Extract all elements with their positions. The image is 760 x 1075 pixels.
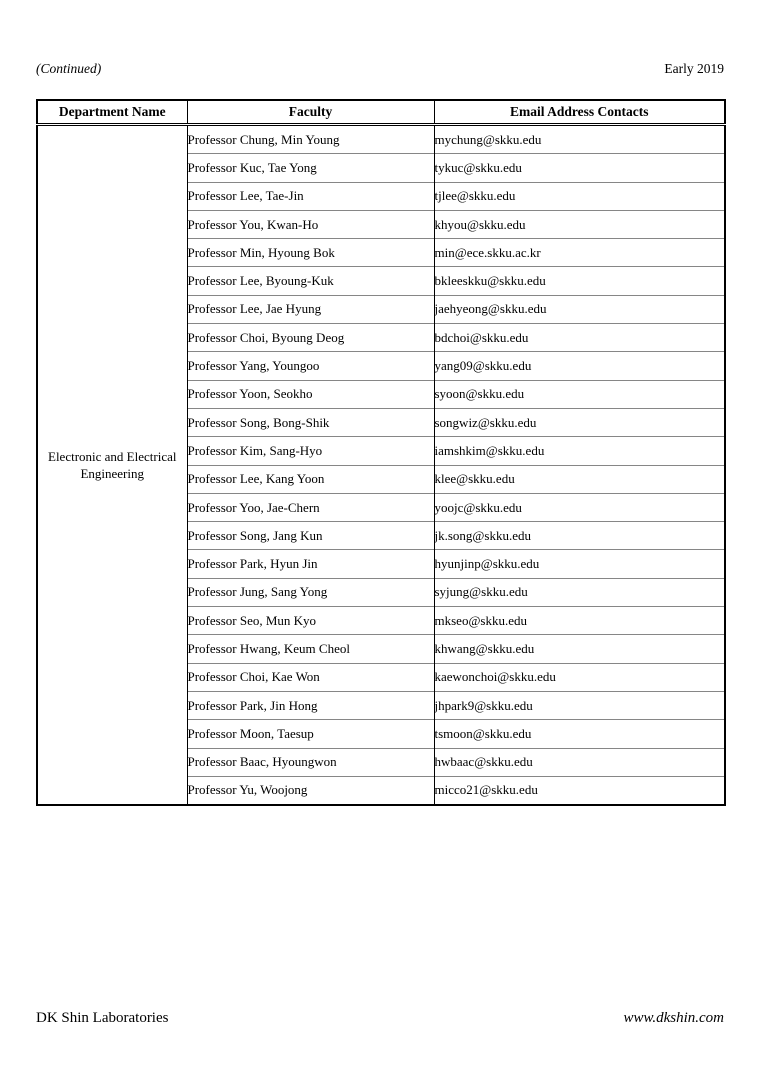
faculty-name-cell: Professor Jung, Sang Yong xyxy=(187,578,434,606)
email-address-cell: syjung@skku.edu xyxy=(434,578,725,606)
lab-name-label: DK Shin Laboratories xyxy=(36,1010,169,1026)
website-url-label: www.dkshin.com xyxy=(623,1010,724,1026)
email-address-cell: tsmoon@skku.edu xyxy=(434,720,725,748)
column-header-faculty: Faculty xyxy=(187,100,434,125)
faculty-name-cell: Professor You, Kwan-Ho xyxy=(187,210,434,238)
email-address-cell: hyunjinp@skku.edu xyxy=(434,550,725,578)
date-label: Early 2019 xyxy=(664,61,724,76)
faculty-name-cell: Professor Yoon, Seokho xyxy=(187,380,434,408)
email-address-cell: bkleeskku@skku.edu xyxy=(434,267,725,295)
faculty-name-cell: Professor Chung, Min Young xyxy=(187,125,434,154)
faculty-name-cell: Professor Song, Bong-Shik xyxy=(187,408,434,436)
faculty-name-cell: Professor Yoo, Jae-Chern xyxy=(187,493,434,521)
email-address-cell: jk.song@skku.edu xyxy=(434,522,725,550)
faculty-name-cell: Professor Yu, Woojong xyxy=(187,776,434,805)
page-header xyxy=(36,61,724,77)
faculty-name-cell: Professor Kim, Sang-Hyo xyxy=(187,437,434,465)
email-address-cell: jhpark9@skku.edu xyxy=(434,691,725,719)
email-address-cell: mychung@skku.edu xyxy=(434,125,725,154)
email-address-cell: hwbaac@skku.edu xyxy=(434,748,725,776)
faculty-name-cell: Professor Lee, Jae Hyung xyxy=(187,295,434,323)
faculty-name-cell: Professor Park, Hyun Jin xyxy=(187,550,434,578)
faculty-name-cell: Professor Seo, Mun Kyo xyxy=(187,607,434,635)
faculty-contact-table xyxy=(36,99,726,806)
continued-label: (Continued) xyxy=(36,61,102,76)
email-address-cell: jaehyeong@skku.edu xyxy=(434,295,725,323)
faculty-name-cell: Professor Kuc, Tae Yong xyxy=(187,154,434,182)
faculty-name-cell: Professor Lee, Kang Yoon xyxy=(187,465,434,493)
faculty-table-body xyxy=(37,125,725,806)
faculty-name-cell: Professor Baac, Hyoungwon xyxy=(187,748,434,776)
email-address-cell: syoon@skku.edu xyxy=(434,380,725,408)
faculty-name-cell: Professor Choi, Byoung Deog xyxy=(187,324,434,352)
email-address-cell: mkseo@skku.edu xyxy=(434,607,725,635)
faculty-name-cell: Professor Park, Jin Hong xyxy=(187,691,434,719)
faculty-name-cell: Professor Moon, Taesup xyxy=(187,720,434,748)
email-address-cell: khwang@skku.edu xyxy=(434,635,725,663)
email-address-cell: yoojc@skku.edu xyxy=(434,493,725,521)
email-address-cell: yang09@skku.edu xyxy=(434,352,725,380)
column-header-email: Email Address Contacts xyxy=(434,100,725,125)
email-address-cell: kaewonchoi@skku.edu xyxy=(434,663,725,691)
email-address-cell: klee@skku.edu xyxy=(434,465,725,493)
email-address-cell: tykuc@skku.edu xyxy=(434,154,725,182)
faculty-name-cell: Professor Min, Hyoung Bok xyxy=(187,239,434,267)
email-address-cell: songwiz@skku.edu xyxy=(434,408,725,436)
column-header-department: Department Name xyxy=(37,100,187,125)
faculty-name-cell: Professor Yang, Youngoo xyxy=(187,352,434,380)
faculty-name-cell: Professor Lee, Byoung-Kuk xyxy=(187,267,434,295)
email-address-cell: min@ece.skku.ac.kr xyxy=(434,239,725,267)
page-footer xyxy=(36,1010,724,1027)
table-header-row xyxy=(37,100,725,125)
email-address-cell: bdchoi@skku.edu xyxy=(434,324,725,352)
email-address-cell: khyou@skku.edu xyxy=(434,210,725,238)
faculty-name-cell: Professor Lee, Tae-Jin xyxy=(187,182,434,210)
faculty-name-cell: Professor Hwang, Keum Cheol xyxy=(187,635,434,663)
email-address-cell: iamshkim@skku.edu xyxy=(434,437,725,465)
table-row xyxy=(37,125,725,154)
department-name-cell: Electronic and Electrical Engineering xyxy=(37,125,187,806)
faculty-name-cell: Professor Choi, Kae Won xyxy=(187,663,434,691)
faculty-name-cell: Professor Song, Jang Kun xyxy=(187,522,434,550)
email-address-cell: micco21@skku.edu xyxy=(434,776,725,805)
email-address-cell: tjlee@skku.edu xyxy=(434,182,725,210)
